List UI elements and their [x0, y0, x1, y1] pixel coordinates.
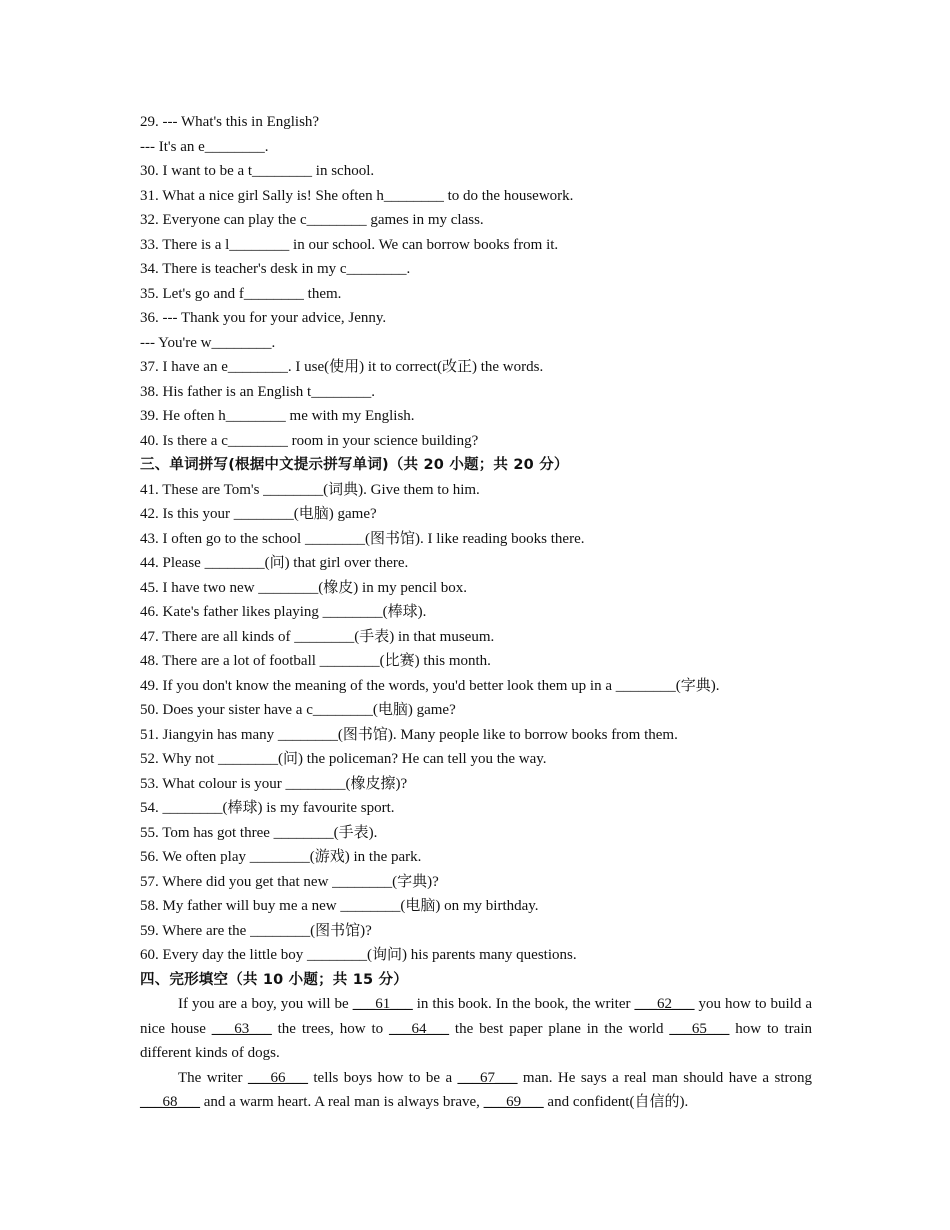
question-30: 30. I want to be a t________ in school. [140, 163, 375, 179]
question-40: 40. Is there a c________ room in your science building? [140, 432, 479, 449]
question-53: 53. What colour is your ________(橡皮擦)? [140, 775, 408, 792]
cloze-blank-66: ___66___ [247, 1069, 308, 1086]
question-51: 51. Jiangyin has many ________(图书馆). Many people like to borrow books from them. [140, 726, 678, 743]
cloze-text: how to train different kinds of dogs. [140, 1020, 812, 1061]
cloze-blank-63: ___63___ [211, 1020, 272, 1037]
cloze-text: the trees, how to [271, 1020, 390, 1037]
question-48: 48. There are a lot of football ________(比赛) this month. [140, 653, 491, 669]
answer-36: --- You're w________. [140, 334, 276, 351]
question-34: 34. There is teacher's desk in my c________. [140, 261, 411, 277]
question-46: 46. Kate's father likes playing ________(棒球). [140, 604, 427, 620]
cloze-text: tells boys how to be a [307, 1069, 458, 1086]
question-29: 29. --- What's this in English? [140, 114, 320, 130]
question-56: 56. We often play ________(游戏) in the park. [140, 849, 422, 865]
cloze-paragraph-2 [140, 1066, 812, 1115]
question-60: 60. Every day the little boy ________(询问) his parents many questions. [140, 947, 577, 963]
question-44: 44. Please ________(问) that girl over there. [140, 555, 409, 571]
question-47: 47. There are all kinds of ________(手表) in that museum. [140, 628, 495, 645]
cloze-blank-61: ___61___ [352, 996, 413, 1012]
question-42: 42. Is this your ________(电脑) game? [140, 506, 377, 522]
section-4-heading: 四、完形填空（共 10 小题；共 15 分） [140, 971, 408, 988]
worksheet-page [140, 110, 812, 1115]
cloze-blank-69: ___69___ [483, 1094, 544, 1110]
question-58: 58. My father will buy me a new ________(电脑) on my birthday. [140, 898, 539, 914]
question-43: 43. I often go to the school ________(图书馆). I like reading books there. [140, 530, 585, 547]
question-50: 50. Does your sister have a c________(电脑) game? [140, 702, 456, 718]
cloze-text: in this book. In the book, the writer [412, 996, 635, 1012]
question-49: 49. If you don't know the meaning of the words, you'd better look them up in a ________(字典). [140, 677, 720, 694]
cloze-blank-67: ___67___ [457, 1069, 518, 1086]
question-31: 31. What a nice girl Sally is! She often h________ to do the housework. [140, 187, 574, 204]
cloze-text: and confident(自信的). [543, 1094, 689, 1110]
cloze-text: man. He says a real man should have a strong [517, 1069, 812, 1086]
question-36: 36. --- Thank you for your advice, Jenny. [140, 310, 387, 326]
question-32: 32. Everyone can play the c________ games in my class. [140, 212, 484, 228]
cloze-text: the best paper plane in the world [449, 1020, 670, 1037]
answer-29: --- It's an e________. [140, 138, 269, 155]
cloze-text: If you are a boy, you will be [178, 996, 353, 1012]
question-35: 35. Let's go and f________ them. [140, 285, 342, 302]
cloze-text: The writer [178, 1069, 248, 1086]
question-41: 41. These are Tom's ________(词典). Give them to him. [140, 481, 480, 498]
section-3-heading: 三、单词拼写(根据中文提示拼写单词)（共 20 小题；共 20 分） [140, 457, 569, 473]
question-45: 45. I have two new ________(橡皮) in my pencil box. [140, 579, 468, 596]
cloze-blank-64: ___64___ [389, 1020, 450, 1037]
cloze-text: you how to build a nice house [140, 996, 812, 1037]
question-38: 38. His father is an English t________. [140, 383, 375, 400]
question-54: 54. ________(棒球) is my favourite sport. [140, 800, 395, 816]
question-57: 57. Where did you get that new ________(字典)? [140, 873, 439, 890]
cloze-paragraph-1 [140, 992, 812, 1066]
cloze-blank-68: ___68___ [140, 1094, 200, 1110]
question-52: 52. Why not ________(问) the policeman? He can tell you the way. [140, 751, 547, 767]
cloze-blank-62: ___62___ [634, 996, 695, 1012]
question-33: 33. There is a l________ in our school. We can borrow books from it. [140, 236, 559, 253]
question-37: 37. I have an e________. I use(使用) it to correct(改正) the words. [140, 359, 544, 375]
cloze-blank-65: ___65___ [669, 1020, 730, 1037]
question-55: 55. Tom has got three ________(手表). [140, 824, 378, 841]
question-59: 59. Where are the ________(图书馆)? [140, 922, 372, 939]
cloze-text: and a warm heart. A real man is always brave, [200, 1094, 484, 1110]
question-39: 39. He often h________ me with my English. [140, 408, 415, 424]
